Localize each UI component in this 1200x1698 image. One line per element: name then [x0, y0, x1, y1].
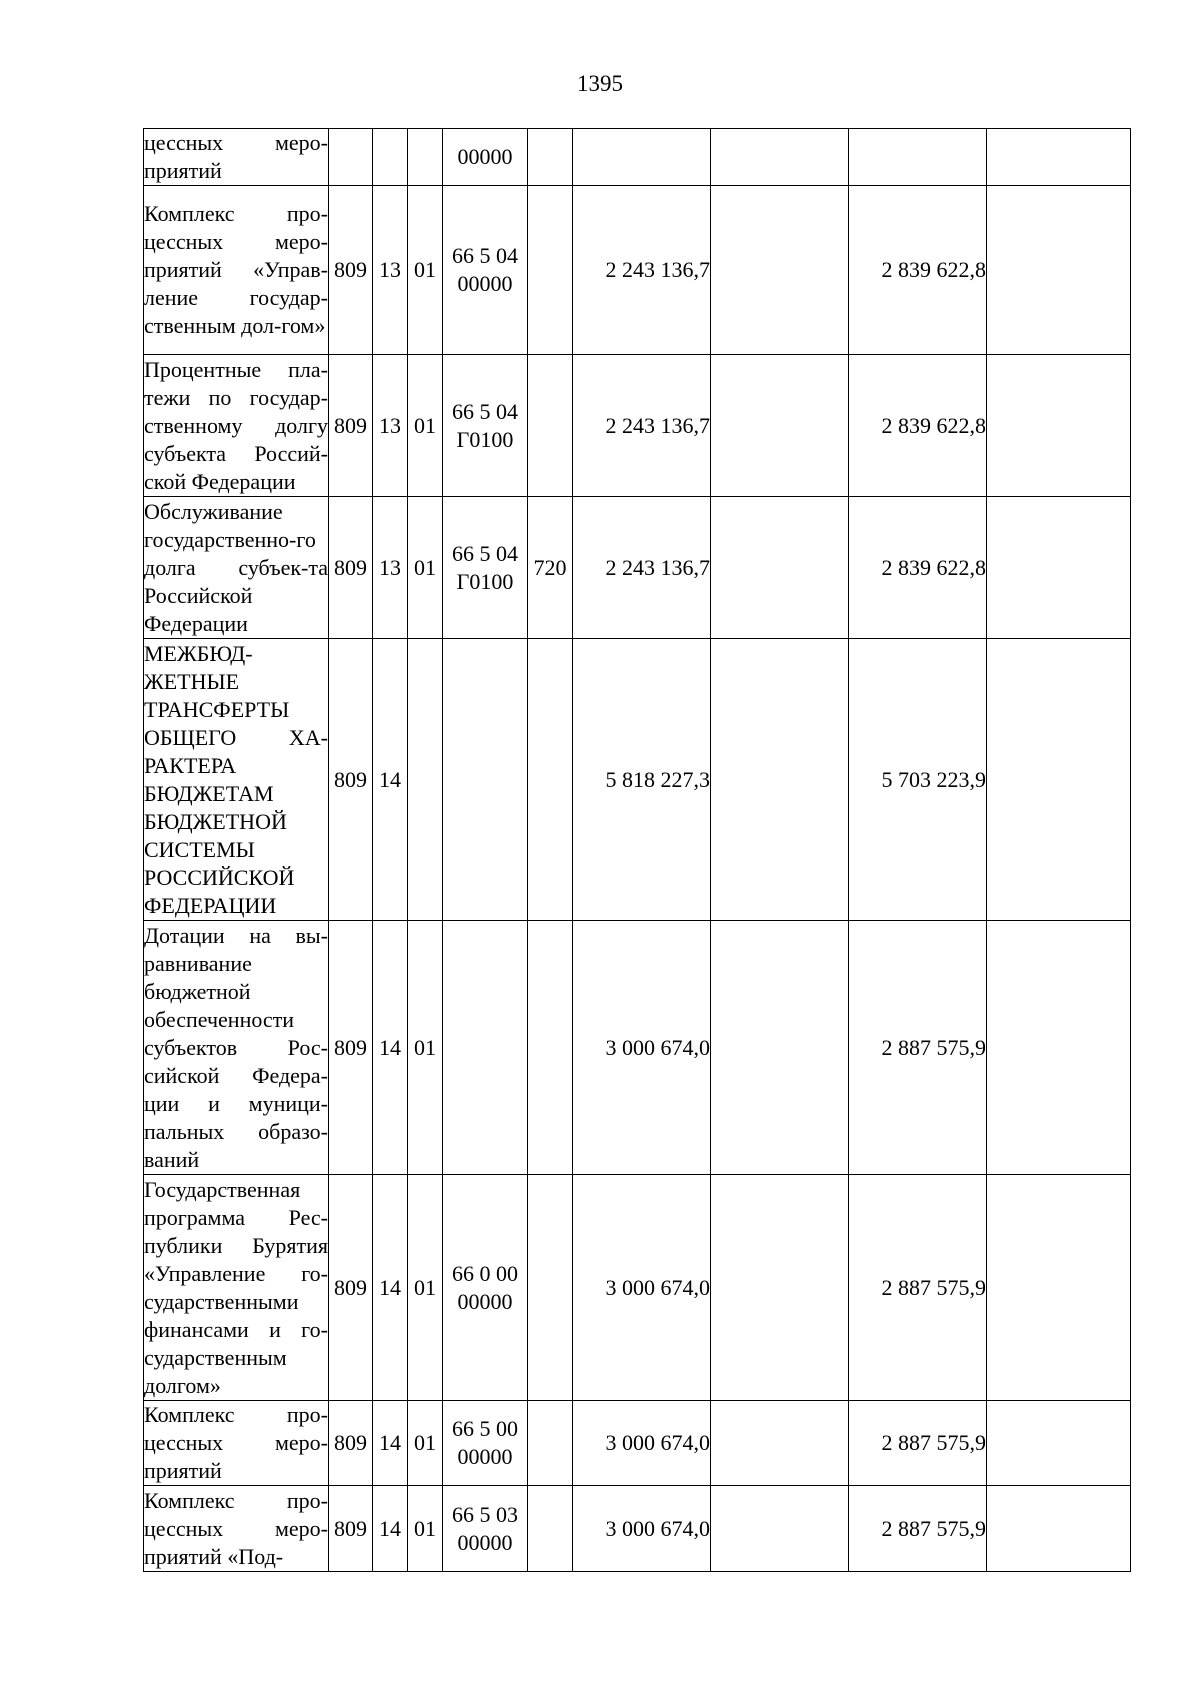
amount-year-1: 3 000 674,0	[573, 921, 711, 1175]
empty-cell	[987, 639, 1131, 921]
expense-type-code	[528, 1401, 573, 1486]
section-code: 13	[373, 186, 408, 355]
subsection-code: 01	[408, 1486, 443, 1572]
amount-year-2: 2 887 575,9	[849, 1175, 987, 1401]
amount-year-2: 5 703 223,9	[849, 639, 987, 921]
table-row	[144, 1486, 1131, 1572]
subsection-code: 01	[408, 186, 443, 355]
empty-cell	[987, 129, 1131, 186]
ministry-code	[329, 129, 373, 186]
target-article-code: 66 5 00 00000	[443, 1401, 528, 1486]
amount-year-2: 2 839 622,8	[849, 497, 987, 639]
section-code	[373, 129, 408, 186]
section-code: 14	[373, 1175, 408, 1401]
budget-table	[143, 128, 1131, 1572]
amount-year-1	[573, 129, 711, 186]
subsection-code: 01	[408, 355, 443, 497]
empty-cell	[987, 1401, 1131, 1486]
amount-year-1: 2 243 136,7	[573, 186, 711, 355]
row-name: Дотации на вы-равнивание бюджетной обеспеченности субъектов Рос-сийской Федера-ции и муници-пальных образо-ваний	[144, 921, 329, 1175]
row-name: Государственная программа Рес-публики Бурятия «Управление го-сударственными финансами и го-сударственным долгом»	[144, 1175, 329, 1401]
expense-type-code	[528, 1486, 573, 1572]
empty-cell	[711, 921, 849, 1175]
ministry-code: 809	[329, 639, 373, 921]
empty-cell	[711, 1401, 849, 1486]
table-row	[144, 639, 1131, 921]
empty-cell	[711, 186, 849, 355]
expense-type-code	[528, 639, 573, 921]
ministry-code: 809	[329, 1401, 373, 1486]
table-row	[144, 497, 1131, 639]
amount-year-1: 2 243 136,7	[573, 355, 711, 497]
target-article-code: 66 0 00 00000	[443, 1175, 528, 1401]
amount-year-1: 3 000 674,0	[573, 1486, 711, 1572]
table-row	[144, 186, 1131, 355]
expense-type-code	[528, 355, 573, 497]
empty-cell	[711, 129, 849, 186]
empty-cell	[711, 1175, 849, 1401]
amount-year-2: 2 839 622,8	[849, 355, 987, 497]
empty-cell	[987, 355, 1131, 497]
target-article-code: 66 5 04 00000	[443, 186, 528, 355]
section-code: 14	[373, 1401, 408, 1486]
expense-type-code	[528, 1175, 573, 1401]
subsection-code: 01	[408, 921, 443, 1175]
empty-cell	[711, 497, 849, 639]
table-row	[144, 129, 1131, 186]
target-article-code	[443, 921, 528, 1175]
table-row	[144, 921, 1131, 1175]
expense-type-code	[528, 129, 573, 186]
subsection-code: 01	[408, 497, 443, 639]
ministry-code: 809	[329, 1486, 373, 1572]
empty-cell	[711, 1486, 849, 1572]
target-article-code: 66 5 03 00000	[443, 1486, 528, 1572]
amount-year-2: 2 887 575,9	[849, 1401, 987, 1486]
ministry-code: 809	[329, 1175, 373, 1401]
ministry-code: 809	[329, 355, 373, 497]
empty-cell	[987, 1175, 1131, 1401]
table-row	[144, 1175, 1131, 1401]
section-code: 14	[373, 921, 408, 1175]
subsection-code	[408, 639, 443, 921]
page-number: 1395	[577, 71, 623, 96]
ministry-code: 809	[329, 186, 373, 355]
empty-cell	[987, 1486, 1131, 1572]
amount-year-1: 3 000 674,0	[573, 1175, 711, 1401]
expense-type-code	[528, 186, 573, 355]
row-name: МЕЖБЮД-ЖЕТНЫЕ ТРАНСФЕРТЫ ОБЩЕГО ХА-РАКТЕРА БЮДЖЕТАМ БЮДЖЕТНОЙ СИСТЕМЫ РОССИЙСКОЙ ФЕДЕРАЦИИ	[144, 639, 329, 921]
section-code: 14	[373, 639, 408, 921]
ministry-code: 809	[329, 497, 373, 639]
empty-cell	[711, 639, 849, 921]
empty-cell	[987, 921, 1131, 1175]
section-code: 14	[373, 1486, 408, 1572]
ministry-code: 809	[329, 921, 373, 1175]
row-name: Процентные пла-тежи по государ-ственному долгу субъекта Россий-ской Федерации	[144, 355, 329, 497]
empty-cell	[711, 355, 849, 497]
target-article-code: 66 5 04 Г0100	[443, 355, 528, 497]
amount-year-2: 2 887 575,9	[849, 921, 987, 1175]
table-row	[144, 1401, 1131, 1486]
amount-year-2: 2 887 575,9	[849, 1486, 987, 1572]
amount-year-2: 2 839 622,8	[849, 186, 987, 355]
target-article-code	[443, 639, 528, 921]
expense-type-code	[528, 921, 573, 1175]
amount-year-1: 5 818 227,3	[573, 639, 711, 921]
row-name: Комплекс про-цессных меро-приятий «Под-	[144, 1486, 329, 1572]
row-name: Комплекс про-цессных меро-приятий «Управ-ление государ-ственным дол-гом»	[144, 186, 329, 355]
expense-type-code: 720	[528, 497, 573, 639]
row-name: цессных меро-приятий	[144, 129, 329, 186]
row-name: Комплекс про-цессных меро-приятий	[144, 1401, 329, 1486]
empty-cell	[987, 186, 1131, 355]
amount-year-1: 2 243 136,7	[573, 497, 711, 639]
empty-cell	[987, 497, 1131, 639]
amount-year-1: 3 000 674,0	[573, 1401, 711, 1486]
subsection-code: 01	[408, 1175, 443, 1401]
subsection-code: 01	[408, 1401, 443, 1486]
target-article-code: 00000	[443, 129, 528, 186]
subsection-code	[408, 129, 443, 186]
target-article-code: 66 5 04 Г0100	[443, 497, 528, 639]
row-name: Обслуживание государственно-го долга субъек-та Российской Федерации	[144, 497, 329, 639]
table-row	[144, 355, 1131, 497]
amount-year-2	[849, 129, 987, 186]
section-code: 13	[373, 497, 408, 639]
section-code: 13	[373, 355, 408, 497]
